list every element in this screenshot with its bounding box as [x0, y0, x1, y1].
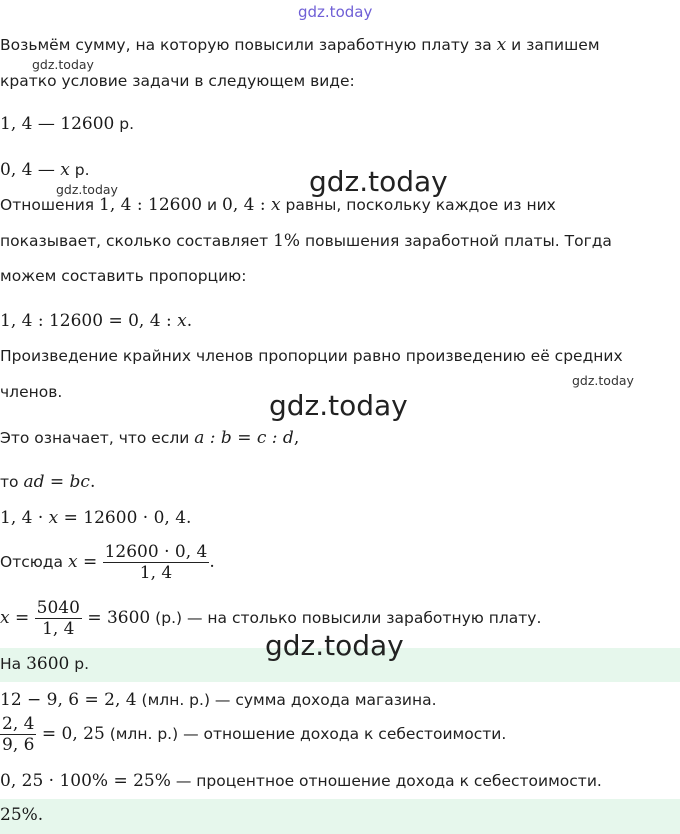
text-span: Возьмём сумму, на которую повысили заработную плату за: [0, 36, 497, 54]
math-punctuation: .: [89, 472, 96, 492]
text-span: членов.: [0, 383, 63, 401]
paragraph-line: [0, 383, 62, 401]
math-expression: 0, 4 :: [222, 195, 272, 215]
paragraph-line: [0, 267, 246, 285]
paragraph-line: [0, 35, 600, 55]
text-span: (р.) — на столько повысили заработную плату.: [150, 609, 542, 627]
math-expression: = 12600 · 0, 4.: [58, 508, 192, 528]
paragraph-line: [0, 347, 623, 365]
math-punctuation: .: [209, 552, 215, 572]
math-operator: =: [77, 552, 103, 572]
text-span: Это означает, что если: [0, 429, 195, 447]
text-span: кратко условие задачи в следующем виде:: [0, 72, 355, 90]
paragraph-line: [0, 231, 612, 251]
math-expression: 1%: [273, 231, 301, 251]
text-span: (млн. р.) — сумма дохода магазина.: [136, 691, 437, 709]
math-variable: x: [48, 508, 59, 528]
watermark-small: gdz.today: [32, 57, 94, 72]
math-expression: ad = bc: [23, 472, 90, 492]
watermark-big: gdz.today: [309, 165, 448, 198]
watermark-top: gdz.today: [298, 3, 373, 21]
fraction: [103, 542, 210, 583]
math-expression: = 0, 25: [36, 724, 105, 744]
watermark-big: gdz.today: [269, 389, 408, 422]
math-expression: 25%.: [0, 805, 44, 825]
text-span: р.: [114, 115, 135, 133]
text-span: — процентное отношение дохода к себестоимости.: [170, 772, 602, 790]
paragraph-line: [0, 195, 556, 215]
fraction-numerator: 2, 4: [2, 714, 35, 734]
fraction-numerator: 5040: [36, 598, 80, 618]
equation-line: [0, 508, 191, 528]
answer-line: [0, 654, 89, 674]
answer-line: [0, 805, 43, 825]
fraction-denominator: 9, 6: [2, 735, 35, 755]
text-span: и запишем: [506, 36, 600, 54]
math-variable: x: [177, 311, 187, 331]
equation-line: [0, 542, 215, 583]
math-expression: = 3600: [81, 608, 151, 628]
math-variable: x: [271, 195, 281, 215]
equation-line: [0, 311, 192, 331]
math-expression: 1, 4 : 12600 = 0, 4 :: [0, 311, 178, 331]
fraction-numerator: 12600 · 0, 4: [104, 542, 208, 562]
math-variable: x: [60, 160, 70, 180]
text-span: р.: [69, 655, 90, 673]
answer-band-2: [0, 799, 680, 834]
equation-line: [0, 114, 134, 134]
fraction: [0, 714, 36, 755]
watermark-small: gdz.today: [56, 182, 118, 197]
text-span: можем составить пропорцию:: [0, 267, 247, 285]
text-span: то: [0, 473, 24, 491]
text-span: На: [0, 655, 27, 673]
math-punctuation: .: [186, 311, 193, 331]
text-span: Отсюда: [0, 553, 68, 571]
paragraph-line: [0, 72, 355, 90]
math-punctuation: ,: [293, 428, 300, 448]
fraction-denominator: 1, 4: [42, 619, 75, 639]
equation-line: [0, 714, 506, 755]
math-expression: 0, 25 · 100% = 25%: [0, 771, 171, 791]
paragraph-line: [0, 472, 95, 492]
text-span: равны, поскольку каждое из них: [280, 196, 556, 214]
math-expression: 1, 4 ·: [0, 508, 49, 528]
text-span: и: [202, 196, 223, 214]
math-operator: =: [9, 608, 35, 628]
equation-line: [0, 598, 541, 639]
text-span: Отношения: [0, 196, 100, 214]
math-expression: 1, 4 : 12600: [99, 195, 203, 215]
fraction: [35, 598, 82, 639]
watermark-big: gdz.today: [265, 629, 404, 662]
math-expression: 1, 4 — 12600: [0, 114, 115, 134]
math-expression: a : b = c : d: [194, 428, 294, 448]
text-span: (млн. р.) — отношение дохода к себестоимости.: [104, 725, 507, 743]
math-expression: 12 − 9, 6 = 2, 4: [0, 690, 137, 710]
math-variable: x: [67, 552, 78, 572]
equation-line: [0, 771, 602, 791]
math-variable: x: [496, 35, 507, 55]
math-expression: 3600: [26, 654, 70, 674]
equation-line: [0, 690, 437, 710]
paragraph-line: [0, 428, 299, 448]
text-span: Произведение крайних членов пропорции равно произведению её средних: [0, 347, 623, 365]
math-expression: 0, 4 —: [0, 160, 61, 180]
math-variable: x: [0, 608, 10, 628]
fraction-denominator: 1, 4: [139, 563, 173, 583]
text-span: повышения заработной платы. Тогда: [300, 232, 612, 250]
watermark-small: gdz.today: [572, 373, 634, 388]
equation-line: [0, 160, 90, 180]
text-span: р.: [69, 161, 90, 179]
text-span: показывает, сколько составляет: [0, 232, 274, 250]
